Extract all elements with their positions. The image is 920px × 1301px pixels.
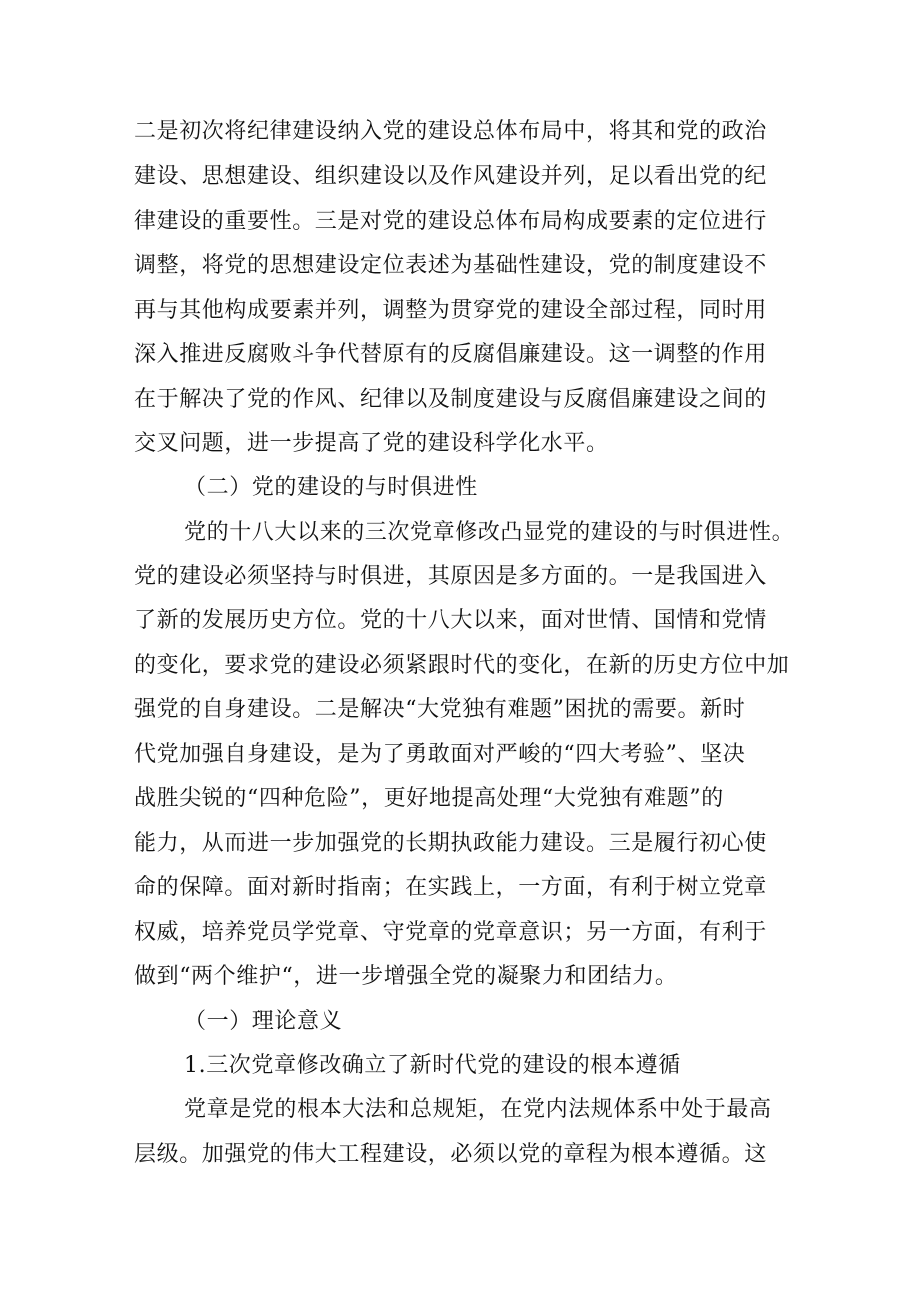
paragraph-line: 权威，培养党员学党章、守党章的党章意识；另一方面，有利于 bbox=[134, 920, 767, 945]
paragraph-line: 二是初次将纪律建设纳入党的建设总体布局中，将其和党的政治 bbox=[134, 119, 767, 144]
paragraph-line: 做到“两个维护“，进一步增强全党的凝聚力和团结力。 bbox=[134, 964, 678, 989]
paragraph-line: 的变化，要求党的建设必须紧跟时代的变化，在新的历史方位中加 bbox=[134, 653, 790, 678]
paragraph-line: 律建设的重要性。三是对党的建设总体布局构成要素的定位进行 bbox=[134, 209, 767, 234]
paragraph-line: 党的十八大以来的三次党章修改凸显党的建设的与时俱进性。 bbox=[184, 520, 795, 545]
numbered-heading: 1.三次党章修改确立了新时代党的建设的根本遵循 bbox=[184, 1053, 681, 1078]
paragraph-line: 能力，从而进一步加强党的长期执政能力建设。三是履行初心使 bbox=[134, 831, 767, 856]
paragraph-line: 深入推进反腐败斗争代替原有的反腐倡廉建设。这一调整的作用 bbox=[134, 342, 767, 367]
paragraph-line: 调整，将党的思想建设定位表述为基础性建设，党的制度建设不 bbox=[134, 253, 767, 278]
paragraph-line: 代党加强自身建设，是为了勇敢面对严峻的“四大考验”、坚决 bbox=[134, 742, 746, 767]
section-heading: （一）理论意义 bbox=[184, 1009, 343, 1034]
paragraph-line: 强党的自身建设。二是解决“大党独有难题”困扰的需要。新时 bbox=[134, 697, 746, 722]
paragraph-line: 了新的发展历史方位。党的十八大以来，面对世情、国情和党情 bbox=[134, 608, 767, 633]
paragraph-line: 党章是党的根本大法和总规矩，在党内法规体系中处于最高 bbox=[184, 1097, 772, 1122]
paragraph-line: 在于解决了党的作风、纪律以及制度建设与反腐倡廉建设之间的 bbox=[134, 387, 767, 412]
paragraph-line: 建设、思想建设、组织建设以及作风建设并列，足以看出党的纪 bbox=[134, 164, 767, 189]
paragraph-line: 战胜尖锐的“四种危险”，更好地提高处理“大党独有难题”的 bbox=[134, 786, 724, 811]
paragraph-line: 党的建设必须坚持与时俱进，其原因是多方面的。一是我国进入 bbox=[134, 564, 767, 589]
section-heading: （二）党的建设的与时俱进性 bbox=[184, 475, 478, 500]
paragraph-line: 交叉问题，进一步提高了党的建设科学化水平。 bbox=[134, 431, 609, 456]
paragraph-line: 层级。加强党的伟大工程建设，必须以党的章程为根本遵循。这 bbox=[134, 1142, 767, 1167]
paragraph-line: 命的保障。面对新时指南；在实践上，一方面，有利于树立党章 bbox=[134, 875, 767, 900]
paragraph-line: 再与其他构成要素并列，调整为贯穿党的建设全部过程，同时用 bbox=[134, 298, 767, 323]
